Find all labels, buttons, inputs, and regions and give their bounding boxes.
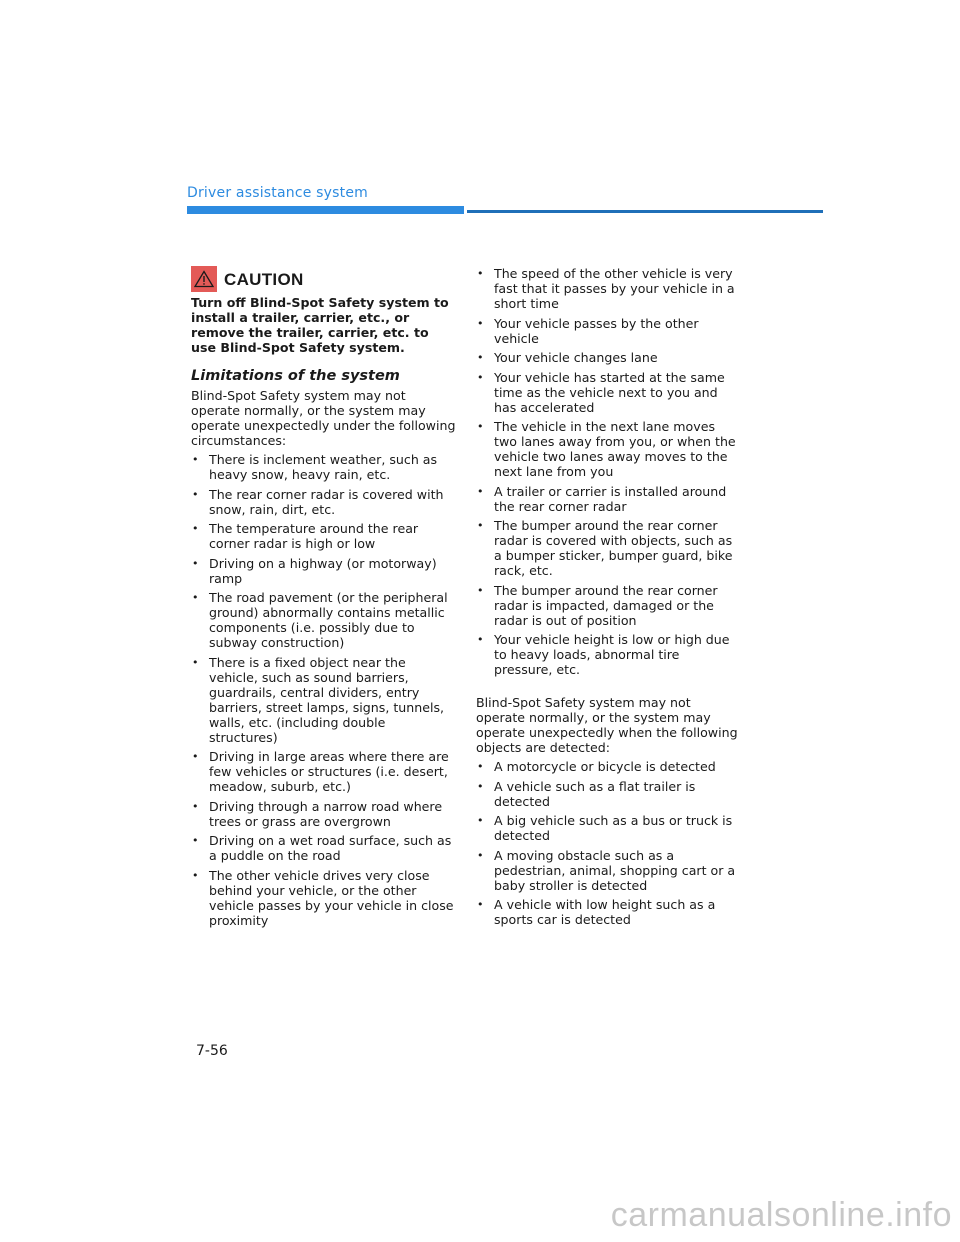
warning-triangle-icon bbox=[191, 266, 217, 292]
list-item: • Your vehicle passes by the other vehicle bbox=[476, 316, 738, 346]
list-item: • Driving in large areas where there are few vehicles or structures (i.e. desert, meadow, suburb, etc.) bbox=[191, 749, 456, 794]
left-column bbox=[191, 266, 456, 932]
list-item: • Driving on a wet road surface, such as a puddle on the road bbox=[191, 833, 456, 863]
watermark: carmanualsonline.info bbox=[610, 1196, 952, 1234]
list-item: • A big vehicle such as a bus or truck is detected bbox=[476, 813, 738, 843]
list-item: • The temperature around the rear corner radar is high or low bbox=[191, 521, 456, 551]
list-item: • A trailer or carrier is installed around the rear corner radar bbox=[476, 484, 738, 514]
caution-title: CAUTION bbox=[224, 269, 304, 289]
list-item: • Driving through a narrow road where trees or grass are overgrown bbox=[191, 799, 456, 829]
list-item: • Your vehicle has started at the same time as the vehicle next to you and has accelerated bbox=[476, 370, 738, 415]
list-item: • Your vehicle changes lane bbox=[476, 350, 738, 365]
list-item: • There is inclement weather, such as heavy snow, heavy rain, etc. bbox=[191, 452, 456, 482]
list-item: • A moving obstacle such as a pedestrian, animal, shopping cart or a baby stroller is detected bbox=[476, 848, 738, 893]
right-column bbox=[476, 266, 738, 932]
list-item: • Driving on a highway (or motorway) ramp bbox=[191, 556, 456, 586]
page-number: 7-56 bbox=[196, 1043, 228, 1059]
objects-list bbox=[476, 759, 738, 927]
list-item: • The rear corner radar is covered with snow, rain, dirt, etc. bbox=[191, 487, 456, 517]
header-rule bbox=[467, 210, 823, 213]
section-heading: Limitations of the system bbox=[191, 368, 400, 384]
list-item: • There is a fixed object near the vehicle, such as sound barriers, guardrails, central dividers, entry barriers, street lamps, signs, tunnels, walls, etc. (including double structures) bbox=[191, 655, 456, 745]
list-item: • The bumper around the rear corner radar is covered with objects, such as a bumper sticker, bumper guard, bike rack, etc. bbox=[476, 518, 738, 578]
limitations-intro: Blind-Spot Safety system may not operate normally, or the system may operate unexpectedly under the following circumstances: bbox=[191, 388, 456, 448]
list-item: • The vehicle in the next lane moves two lanes away from you, or when the vehicle two lanes away moves to the next lane from you bbox=[476, 419, 738, 479]
section-title: Driver assistance system bbox=[187, 185, 368, 201]
objects-intro: Blind-Spot Safety system may not operate normally, or the system may operate unexpectedly when the following objects are detected: bbox=[476, 695, 738, 755]
list-item: • The bumper around the rear corner radar is impacted, damaged or the radar is out of position bbox=[476, 583, 738, 628]
list-item: • A vehicle with low height such as a sports car is detected bbox=[476, 897, 738, 927]
list-item: • A vehicle such as a flat trailer is detected bbox=[476, 779, 738, 809]
list-item: • Your vehicle height is low or high due to heavy loads, abnormal tire pressure, etc. bbox=[476, 632, 738, 677]
caution-text: Turn off Blind-Spot Safety system to install a trailer, carrier, etc., or remove the trailer, carrier, etc. to use Blind-Spot Safety system. bbox=[191, 295, 449, 355]
caution-header bbox=[191, 266, 456, 292]
circumstances-list-part1 bbox=[191, 452, 456, 928]
list-item: • The other vehicle drives very close behind your vehicle, or the other vehicle passes by your vehicle in close proximity bbox=[191, 868, 456, 928]
circumstances-list-part2 bbox=[476, 266, 738, 677]
header-accent-bar bbox=[187, 206, 464, 214]
list-item: • The speed of the other vehicle is very fast that it passes by your vehicle in a short time bbox=[476, 266, 738, 311]
list-item: • A motorcycle or bicycle is detected bbox=[476, 759, 738, 774]
list-item: • The road pavement (or the peripheral ground) abnormally contains metallic components (i.e. possibly due to subway construction) bbox=[191, 590, 456, 650]
